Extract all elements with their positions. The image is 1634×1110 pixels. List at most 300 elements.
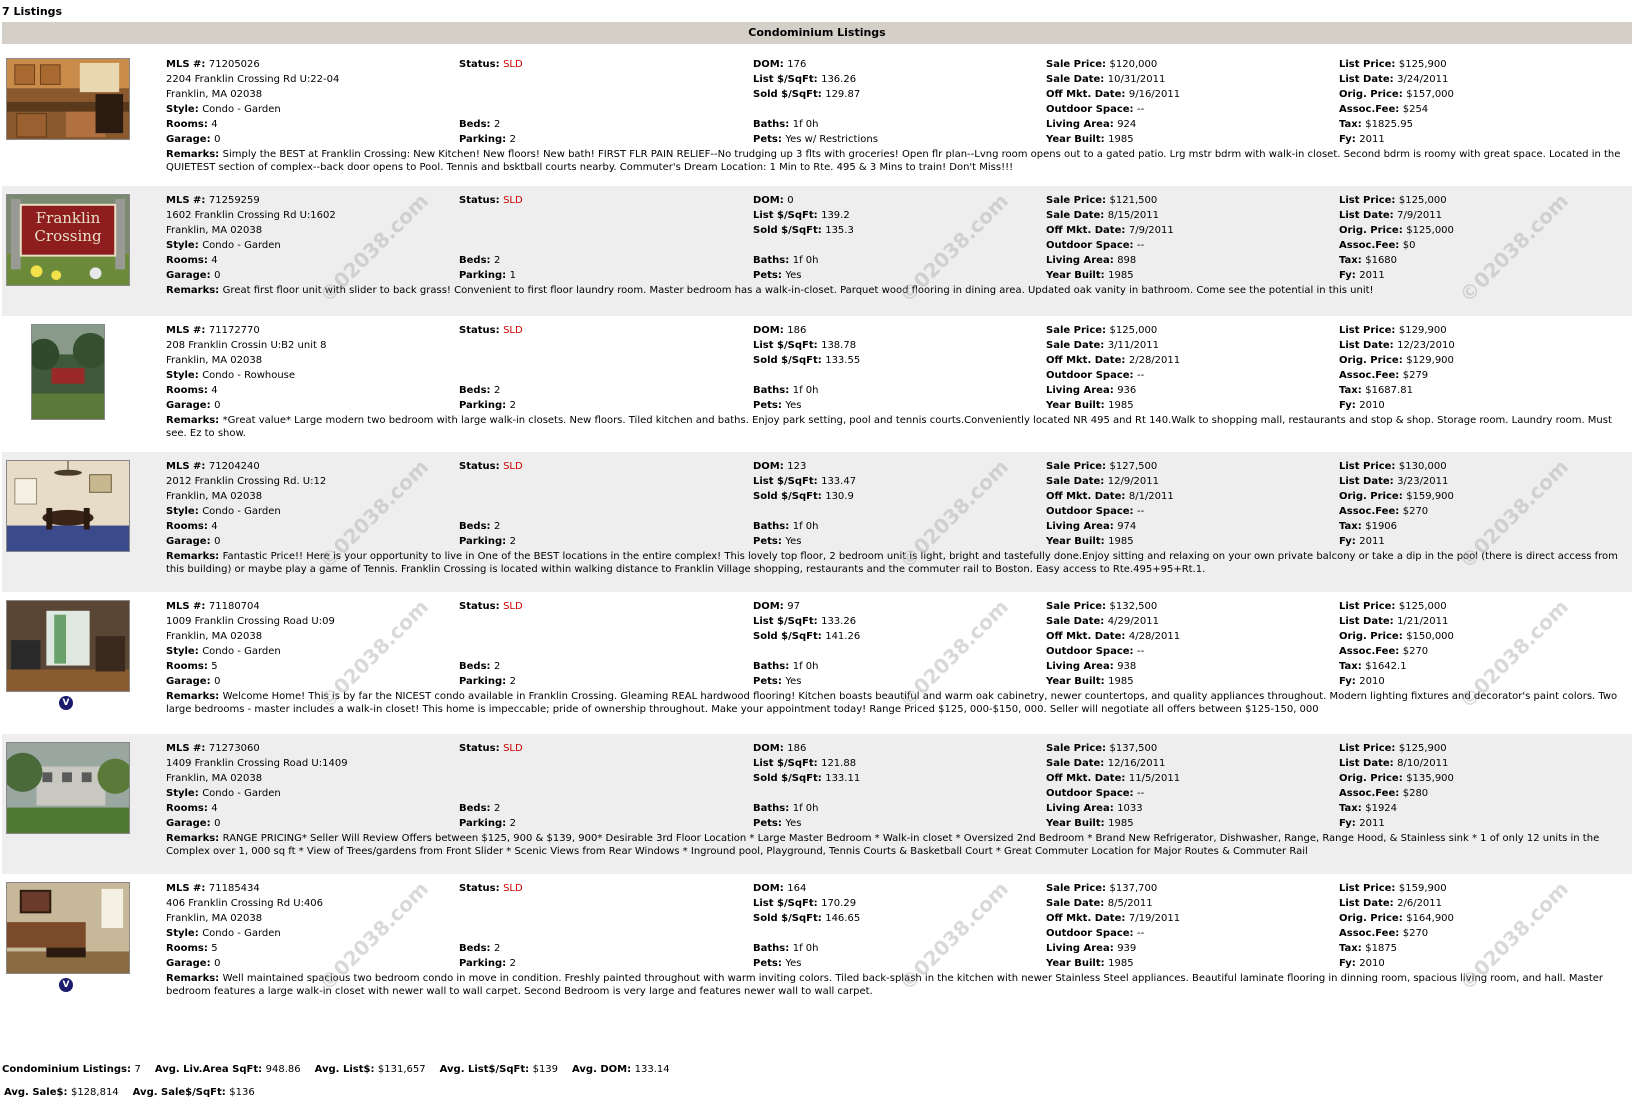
mls-number	[166, 459, 260, 474]
original-price-label: Orig. Price:	[1339, 89, 1407, 100]
list-date	[1339, 72, 1448, 87]
tax-label: Tax:	[1339, 385, 1366, 396]
mls-number-label: MLS #:	[166, 601, 209, 612]
sale-price	[1046, 193, 1157, 208]
rooms-value: 4	[211, 385, 218, 396]
original-price	[1339, 353, 1454, 368]
rooms	[166, 941, 218, 956]
off-market-date-label: Off Mkt. Date:	[1046, 631, 1129, 642]
mls-number	[166, 881, 260, 896]
pets-label: Pets:	[753, 134, 786, 145]
mls-number	[166, 57, 260, 72]
listing-details	[166, 741, 1628, 831]
tax-value: $1906	[1365, 521, 1398, 532]
sale-price-value: $137,500	[1109, 743, 1158, 754]
garage-label: Garage:	[166, 400, 215, 411]
outdoor-space-value: --	[1137, 506, 1145, 517]
detail-row	[166, 659, 1628, 674]
rooms-label: Rooms:	[166, 255, 212, 266]
assoc-fee	[1339, 926, 1428, 941]
beds-label: Beds:	[459, 119, 494, 130]
fiscal-year-value: 2011	[1359, 818, 1385, 829]
assoc-fee-label: Assoc.Fee:	[1339, 240, 1403, 251]
detail-row	[166, 102, 1628, 117]
parking-label: Parking:	[459, 400, 510, 411]
dom-label: DOM:	[753, 743, 788, 754]
garage	[166, 132, 220, 147]
outdoor-space-value: --	[1137, 370, 1145, 381]
tax	[1339, 519, 1397, 534]
city	[166, 489, 262, 504]
remarks	[166, 972, 1628, 998]
status	[459, 881, 523, 896]
off-market-date-label: Off Mkt. Date:	[1046, 89, 1129, 100]
sale-date-value: 8/15/2011	[1107, 210, 1160, 221]
list-per-sqft-value: 138.78	[821, 340, 857, 351]
status-value: SLD	[503, 195, 523, 206]
sale-date-label: Sale Date:	[1046, 758, 1108, 769]
mls-number-value: 71273060	[208, 743, 260, 754]
off-market-date	[1046, 223, 1174, 238]
city	[166, 353, 262, 368]
fiscal-year	[1339, 268, 1385, 283]
beds-value: 2	[494, 661, 501, 672]
listing-row	[2, 186, 1632, 316]
mls-number-value: 71259259	[208, 195, 260, 206]
living-area-label: Living Area:	[1046, 943, 1118, 954]
assoc-fee-value: $270	[1402, 646, 1429, 657]
original-price-label: Orig. Price:	[1339, 225, 1407, 236]
status-label: Status:	[459, 743, 504, 754]
address	[166, 756, 348, 771]
dom-value: 186	[787, 325, 807, 336]
outdoor-space	[1046, 504, 1144, 519]
address	[166, 614, 335, 629]
detail-row	[166, 519, 1628, 534]
baths-label: Baths:	[753, 385, 793, 396]
listing-photo[interactable]	[6, 460, 130, 552]
baths-value: 1f 0h	[792, 385, 819, 396]
year-built-label: Year Built:	[1046, 400, 1109, 411]
off-market-date-value: 7/9/2011	[1128, 225, 1174, 236]
detail-row	[166, 534, 1628, 549]
summary-stat	[440, 1064, 558, 1075]
list-per-sqft	[753, 896, 856, 911]
detail-row	[166, 117, 1628, 132]
city-value: Franklin, MA 02038	[166, 773, 263, 784]
parking	[459, 956, 516, 971]
outdoor-space-value: --	[1137, 788, 1145, 799]
watermark: ©02038.com	[314, 188, 434, 308]
listing-photo[interactable]	[6, 194, 130, 286]
sale-price	[1046, 741, 1157, 756]
list-date-value: 12/23/2010	[1397, 340, 1455, 351]
list-price-value: $125,000	[1398, 601, 1447, 612]
pets-label: Pets:	[753, 676, 786, 687]
detail-row	[166, 674, 1628, 689]
fiscal-year	[1339, 132, 1385, 147]
virtual-tour-icon[interactable]: V	[59, 696, 73, 710]
detail-row	[166, 398, 1628, 413]
garage-label: Garage:	[166, 536, 215, 547]
summary-stat	[155, 1064, 301, 1075]
mls-number	[166, 599, 260, 614]
sold-per-sqft-value: 133.11	[825, 773, 861, 784]
sale-date-value: 12/16/2011	[1107, 758, 1166, 769]
year-built-value: 1985	[1108, 958, 1134, 969]
assoc-fee	[1339, 368, 1428, 383]
detail-row	[166, 383, 1628, 398]
mls-number	[166, 193, 260, 208]
assoc-fee-label: Assoc.Fee:	[1339, 646, 1403, 657]
off-market-date-label: Off Mkt. Date:	[1046, 773, 1129, 784]
parking-label: Parking:	[459, 818, 510, 829]
address-value: 2204 Franklin Crossing Rd U:22-04	[166, 74, 340, 85]
sold-per-sqft-value: 129.87	[825, 89, 861, 100]
assoc-fee-value: $254	[1402, 104, 1429, 115]
original-price-label: Orig. Price:	[1339, 773, 1407, 784]
outdoor-space	[1046, 786, 1144, 801]
fiscal-year-label: Fy:	[1339, 536, 1360, 547]
tax-value: $1825.95	[1365, 119, 1413, 130]
sale-price	[1046, 881, 1157, 896]
list-date	[1339, 896, 1442, 911]
detail-row	[166, 353, 1628, 368]
fiscal-year-label: Fy:	[1339, 270, 1360, 281]
summary-stat-value: $136	[229, 1087, 255, 1098]
summary-stat-label: Avg. Liv.Area SqFt:	[154, 1064, 266, 1075]
dom-value: 176	[787, 59, 807, 70]
detail-row	[166, 238, 1628, 253]
list-date-label: List Date:	[1339, 210, 1398, 221]
address	[166, 474, 326, 489]
fiscal-year	[1339, 674, 1385, 689]
outdoor-space-value: --	[1137, 646, 1145, 657]
beds	[459, 519, 500, 534]
parking-label: Parking:	[459, 958, 510, 969]
style-value: Condo - Garden	[202, 646, 281, 657]
beds-label: Beds:	[459, 803, 494, 814]
rooms	[166, 659, 218, 674]
sold-per-sqft-label: Sold $/SqFt:	[753, 913, 826, 924]
living-area-value: 939	[1117, 943, 1137, 954]
outdoor-space-value: --	[1137, 928, 1145, 939]
original-price-value: $150,000	[1406, 631, 1454, 642]
list-per-sqft	[753, 72, 856, 87]
dom	[753, 881, 806, 896]
detail-row	[166, 323, 1628, 338]
year-built-value: 1985	[1108, 270, 1134, 281]
detail-row	[166, 268, 1628, 283]
year-built	[1046, 268, 1134, 283]
assoc-fee-label: Assoc.Fee:	[1339, 104, 1403, 115]
off-market-date-value: 4/28/2011	[1128, 631, 1181, 642]
style-label: Style:	[166, 240, 203, 251]
style	[166, 786, 281, 801]
status	[459, 741, 523, 756]
city-value: Franklin, MA 02038	[166, 631, 263, 642]
detail-row	[166, 459, 1628, 474]
off-market-date	[1046, 771, 1180, 786]
summary-stat-label: Avg. List$/SqFt:	[439, 1064, 533, 1075]
beds-value: 2	[494, 803, 501, 814]
baths-value: 1f 0h	[792, 803, 819, 814]
remarks-label: Remarks:	[166, 691, 223, 702]
original-price	[1339, 223, 1454, 238]
outdoor-space-label: Outdoor Space:	[1046, 646, 1138, 657]
sold-per-sqft	[753, 87, 860, 102]
garage-label: Garage:	[166, 270, 215, 281]
summary-stat	[4, 1087, 119, 1098]
mls-number-value: 71204240	[208, 461, 260, 472]
fiscal-year-value: 2010	[1359, 400, 1385, 411]
remarks-text: Fantastic Price!! Here is your opportunity to live in One of the BEST locations in the entire complex! This lovely top floor, 2 bedroom unit is light, bright and tastefully done.Enjoy sitting and relaxing on your own private balcony or take a dip in the pool (there is direct access from this building) or maybe play a game of Tennis. Franklin Crossing is located within walking distance to Franklin Village shopping, restaurants and the commuter rail to Boston. Easy access to Rte.495+95+Rt.1.	[166, 551, 1618, 575]
listing-photo[interactable]	[6, 882, 130, 974]
remarks-text: Great first floor unit with slider to back grass! Convenient to first floor laundry room. Master bedroom has a walk-in-closet. Parquet wood flooring in dining area. Updated oak vanity in bathroom. Come see the potential in this unit!	[222, 285, 1374, 296]
list-per-sqft-value: 133.26	[821, 616, 857, 627]
tax	[1339, 253, 1397, 268]
off-market-date-label: Off Mkt. Date:	[1046, 355, 1129, 366]
mls-number	[166, 741, 260, 756]
status-label: Status:	[459, 325, 504, 336]
detail-row	[166, 193, 1628, 208]
living-area-label: Living Area:	[1046, 661, 1118, 672]
fiscal-year-label: Fy:	[1339, 958, 1360, 969]
sold-per-sqft	[753, 353, 860, 368]
list-date-value: 8/10/2011	[1397, 758, 1449, 769]
year-built-value: 1985	[1108, 818, 1134, 829]
detail-row	[166, 801, 1628, 816]
listing-row	[2, 592, 1632, 734]
pets-label: Pets:	[753, 270, 786, 281]
parking-value: 2	[509, 958, 516, 969]
status-label: Status:	[459, 461, 504, 472]
garage	[166, 534, 220, 549]
living-area-label: Living Area:	[1046, 521, 1118, 532]
detail-row	[166, 771, 1628, 786]
beds	[459, 941, 500, 956]
list-price-label: List Price:	[1339, 59, 1399, 70]
year-built-label: Year Built:	[1046, 270, 1109, 281]
fiscal-year	[1339, 398, 1385, 413]
parking-label: Parking:	[459, 270, 510, 281]
rooms-label: Rooms:	[166, 661, 212, 672]
list-price-label: List Price:	[1339, 461, 1399, 472]
original-price-label: Orig. Price:	[1339, 631, 1407, 642]
list-price	[1339, 459, 1447, 474]
watermark: ©02038.com	[314, 594, 434, 714]
watermark: ©02038.com	[1454, 188, 1574, 308]
tax	[1339, 383, 1413, 398]
sale-date	[1046, 72, 1165, 87]
parking-label: Parking:	[459, 134, 510, 145]
sale-price-value: $132,500	[1109, 601, 1158, 612]
listing-photo[interactable]	[6, 742, 130, 834]
year-built	[1046, 534, 1134, 549]
city-value: Franklin, MA 02038	[166, 225, 263, 236]
outdoor-space-label: Outdoor Space:	[1046, 104, 1138, 115]
list-per-sqft	[753, 474, 856, 489]
list-date-label: List Date:	[1339, 340, 1398, 351]
summary-stat-label: Condominium Listings:	[2, 1064, 135, 1075]
baths	[753, 519, 818, 534]
garage	[166, 398, 220, 413]
list-per-sqft-label: List $/SqFt:	[753, 898, 822, 909]
pets-value: Yes	[785, 400, 802, 411]
listing-row	[2, 452, 1632, 592]
assoc-fee	[1339, 504, 1428, 519]
fiscal-year-value: 2011	[1359, 536, 1385, 547]
sold-per-sqft-label: Sold $/SqFt:	[753, 355, 826, 366]
listing-photo[interactable]	[31, 324, 105, 420]
mls-number	[166, 323, 260, 338]
address-value: 1409 Franklin Crossing Road U:1409	[166, 758, 348, 769]
status	[459, 459, 523, 474]
tax-label: Tax:	[1339, 803, 1366, 814]
parking	[459, 534, 516, 549]
list-price-value: $125,900	[1398, 59, 1447, 70]
baths	[753, 941, 818, 956]
tax	[1339, 117, 1413, 132]
baths-value: 1f 0h	[792, 943, 819, 954]
virtual-tour-icon[interactable]: V	[59, 978, 73, 992]
rooms-value: 4	[211, 119, 218, 130]
detail-row	[166, 504, 1628, 519]
remarks-label: Remarks:	[166, 551, 223, 562]
garage-label: Garage:	[166, 958, 215, 969]
style-label: Style:	[166, 104, 203, 115]
outdoor-space-label: Outdoor Space:	[1046, 928, 1138, 939]
beds	[459, 253, 500, 268]
year-built	[1046, 398, 1134, 413]
list-price-value: $125,900	[1398, 743, 1447, 754]
sale-price-label: Sale Price:	[1046, 743, 1110, 754]
tax	[1339, 801, 1397, 816]
sale-price-label: Sale Price:	[1046, 59, 1110, 70]
sale-date-label: Sale Date:	[1046, 74, 1108, 85]
assoc-fee-value: $0	[1402, 240, 1416, 251]
baths	[753, 801, 818, 816]
sale-price-value: $137,700	[1109, 883, 1158, 894]
sale-date	[1046, 474, 1159, 489]
detail-row	[166, 941, 1628, 956]
garage-value: 0	[214, 818, 221, 829]
pets-value: Yes	[785, 676, 802, 687]
list-per-sqft-value: 133.47	[821, 476, 857, 487]
outdoor-space	[1046, 644, 1144, 659]
sale-price	[1046, 599, 1157, 614]
fiscal-year	[1339, 816, 1385, 831]
assoc-fee	[1339, 786, 1428, 801]
status-label: Status:	[459, 59, 504, 70]
list-price-value: $130,000	[1398, 461, 1447, 472]
off-market-date-value: 11/5/2011	[1128, 773, 1181, 784]
style-label: Style:	[166, 928, 203, 939]
fiscal-year-value: 2011	[1359, 270, 1385, 281]
detail-row	[166, 881, 1628, 896]
remarks	[166, 690, 1628, 716]
dom	[753, 57, 806, 72]
sale-date-label: Sale Date:	[1046, 898, 1108, 909]
sale-date-value: 8/5/2011	[1107, 898, 1153, 909]
sale-price-value: $120,000	[1109, 59, 1158, 70]
detail-row	[166, 644, 1628, 659]
parking-value: 2	[509, 676, 516, 687]
original-price-value: $159,900	[1406, 491, 1454, 502]
beds-value: 2	[494, 943, 501, 954]
detail-row	[166, 87, 1628, 102]
original-price-value: $135,900	[1406, 773, 1454, 784]
summary-stat	[572, 1064, 670, 1075]
mls-number-label: MLS #:	[166, 743, 209, 754]
tax-value: $1680	[1365, 255, 1398, 266]
pets-label: Pets:	[753, 536, 786, 547]
tax	[1339, 659, 1407, 674]
garage-value: 0	[214, 134, 221, 145]
baths	[753, 253, 818, 268]
remarks-label: Remarks:	[166, 285, 223, 296]
original-price-value: $157,000	[1406, 89, 1454, 100]
sale-date-label: Sale Date:	[1046, 340, 1108, 351]
garage	[166, 268, 220, 283]
detail-row	[166, 629, 1628, 644]
listing-photo[interactable]	[6, 58, 130, 140]
beds	[459, 117, 500, 132]
dom-value: 123	[787, 461, 807, 472]
style	[166, 504, 281, 519]
year-built-value: 1985	[1108, 400, 1134, 411]
tax-value: $1875	[1365, 943, 1398, 954]
garage-value: 0	[214, 676, 221, 687]
sale-price-label: Sale Price:	[1046, 883, 1110, 894]
list-price	[1339, 323, 1447, 338]
summary-stat-value: $139	[532, 1064, 559, 1075]
parking	[459, 398, 516, 413]
pets	[753, 674, 801, 689]
status-value: SLD	[503, 59, 523, 70]
parking	[459, 674, 516, 689]
detail-row	[166, 489, 1628, 504]
status-label: Status:	[459, 883, 504, 894]
rooms-value: 4	[211, 255, 218, 266]
listing-photo[interactable]	[6, 600, 130, 692]
tax-label: Tax:	[1339, 521, 1366, 532]
pets	[753, 268, 801, 283]
fiscal-year-label: Fy:	[1339, 400, 1360, 411]
remarks-text: Welcome Home! This is by far the NICEST condo available in Franklin Crossing. Gleaming REAL hardwood flooring! Kitchen boasts beautiful and warm oak cabinetry, newer countertops, and quality appliances throughout. Modern lighting fixtures and decorator's paint colors. Two large bedrooms - master includes a walk-in closet! This home is impeccable; pride of ownership throughout. Make your appointment today! Range Priced $125, 000-$150, 000. Seller will negotiate all offers between $125-150, 000	[166, 691, 1618, 715]
original-price	[1339, 771, 1454, 786]
mls-number-label: MLS #:	[166, 461, 209, 472]
sold-per-sqft	[753, 771, 860, 786]
detail-row	[166, 223, 1628, 238]
rooms-label: Rooms:	[166, 803, 212, 814]
list-date	[1339, 208, 1442, 223]
address-value: 208 Franklin Crossin U:B2 unit 8	[166, 340, 327, 351]
list-date-value: 2/6/2011	[1397, 898, 1443, 909]
sale-price-value: $127,500	[1109, 461, 1158, 472]
dom-label: DOM:	[753, 601, 788, 612]
remarks	[166, 414, 1628, 440]
year-built-label: Year Built:	[1046, 536, 1109, 547]
beds	[459, 801, 500, 816]
parking-label: Parking:	[459, 536, 510, 547]
tax-label: Tax:	[1339, 255, 1366, 266]
list-date-value: 1/21/2011	[1397, 616, 1449, 627]
living-area-value: 938	[1117, 661, 1137, 672]
status	[459, 57, 523, 72]
sale-date	[1046, 208, 1159, 223]
sale-price	[1046, 323, 1157, 338]
